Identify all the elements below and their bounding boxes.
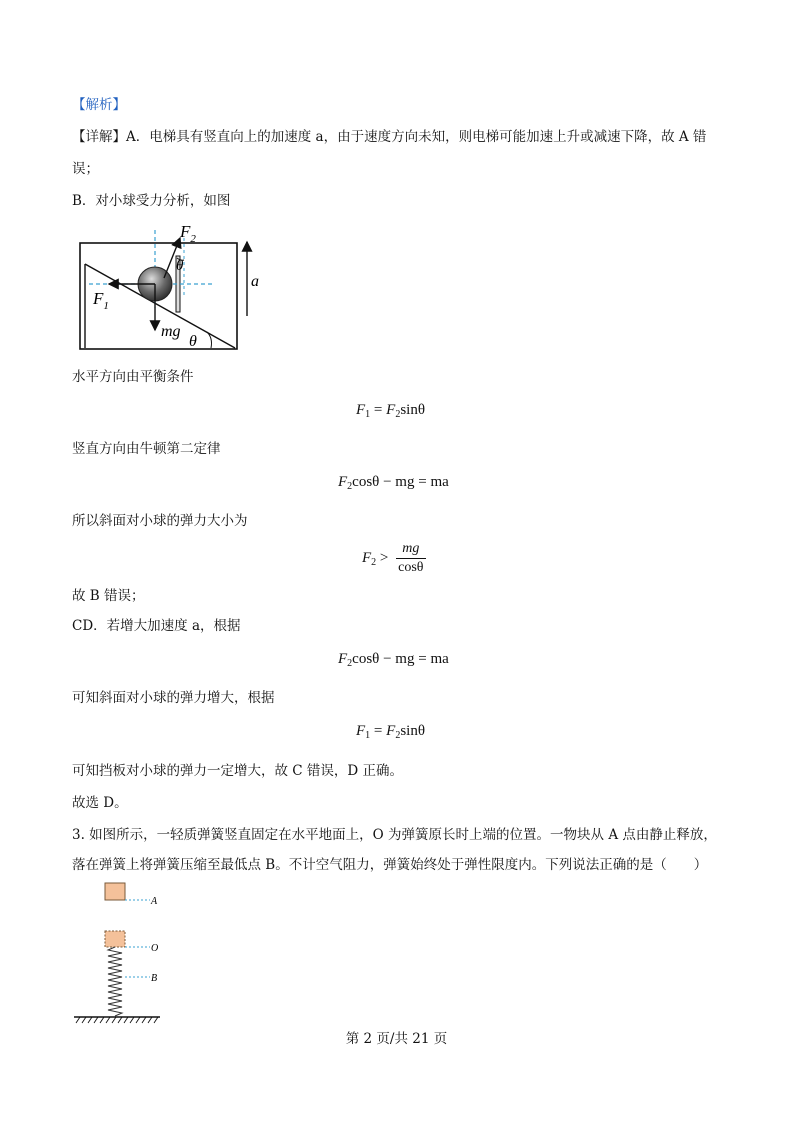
spring-diagram xyxy=(70,880,170,1026)
svg-text:O: O xyxy=(151,943,159,954)
page-footer: 第 2 页/共 21 页 xyxy=(345,1031,448,1047)
detail-line-1: 【详解】A．电梯具有竖直向上的加速度 a，由于速度方向未知，则电梯可能加速上升或减速下降，故 A 错 xyxy=(72,129,707,145)
cd-intro-text: CD．若增大加速度 a，根据 xyxy=(72,618,241,634)
question3-line1: 3. 如图所示，一轻质弹簧竖直固定在水平地面上，O 为弹簧原长时上端的位置。一物块从 A 点由静止释放， xyxy=(72,827,717,843)
block-at-o xyxy=(105,931,125,947)
spring xyxy=(108,947,122,1016)
svg-text:mg: mg xyxy=(161,323,181,340)
question3-line2: 落在弹簧上将弹簧压缩至最低点 B。不计空气阻力，弹簧始终处于弹性限度内。下列说法正确的是（ ） xyxy=(72,857,708,873)
known-text: 可知斜面对小球的弹力增大，根据 xyxy=(72,690,275,706)
force-diagram xyxy=(75,218,275,354)
svg-text:F2: $F_2$ xyxy=(180,222,196,245)
option-b-intro: B．对小球受力分析，如图 xyxy=(72,193,231,209)
conclusion-text: 可知挡板对小球的弹力一定增大，故 C 错误，D 正确。 xyxy=(72,763,404,779)
equation-3: $F_2$ > $\frac{mg}{\cos\theta}$ xyxy=(362,541,424,575)
horizontal-text: 水平方向由平衡条件 xyxy=(72,369,194,385)
analysis-heading: 【解析】 xyxy=(72,97,126,113)
svg-text:B: B xyxy=(151,973,158,984)
equation-4: $F_2\cos\theta$ − mg = ma xyxy=(338,651,449,669)
equation-5: $F_1 = F_2\sin\theta$ xyxy=(356,723,426,741)
b-wrong-text: 故 B 错误； xyxy=(72,588,145,604)
svg-text:F1: $F_1$ xyxy=(93,289,109,312)
svg-text:A: A xyxy=(151,896,158,907)
svg-text:a: a xyxy=(251,273,259,290)
vertical-text: 竖直方向由牛顿第二定律 xyxy=(72,441,221,457)
so-text: 所以斜面对小球的弹力大小为 xyxy=(72,513,248,529)
block-at-a xyxy=(105,883,125,900)
answer-text: 故选 D。 xyxy=(72,795,128,811)
equation-2: $F_2\cos\theta$ − mg = ma xyxy=(338,474,449,492)
svg-text:θ: θ xyxy=(189,333,197,350)
equation-1: $F_1 = F_2\sin\theta$ xyxy=(356,402,426,420)
svg-text:θ: θ xyxy=(176,258,184,274)
detail-line-2: 误； xyxy=(72,161,99,177)
